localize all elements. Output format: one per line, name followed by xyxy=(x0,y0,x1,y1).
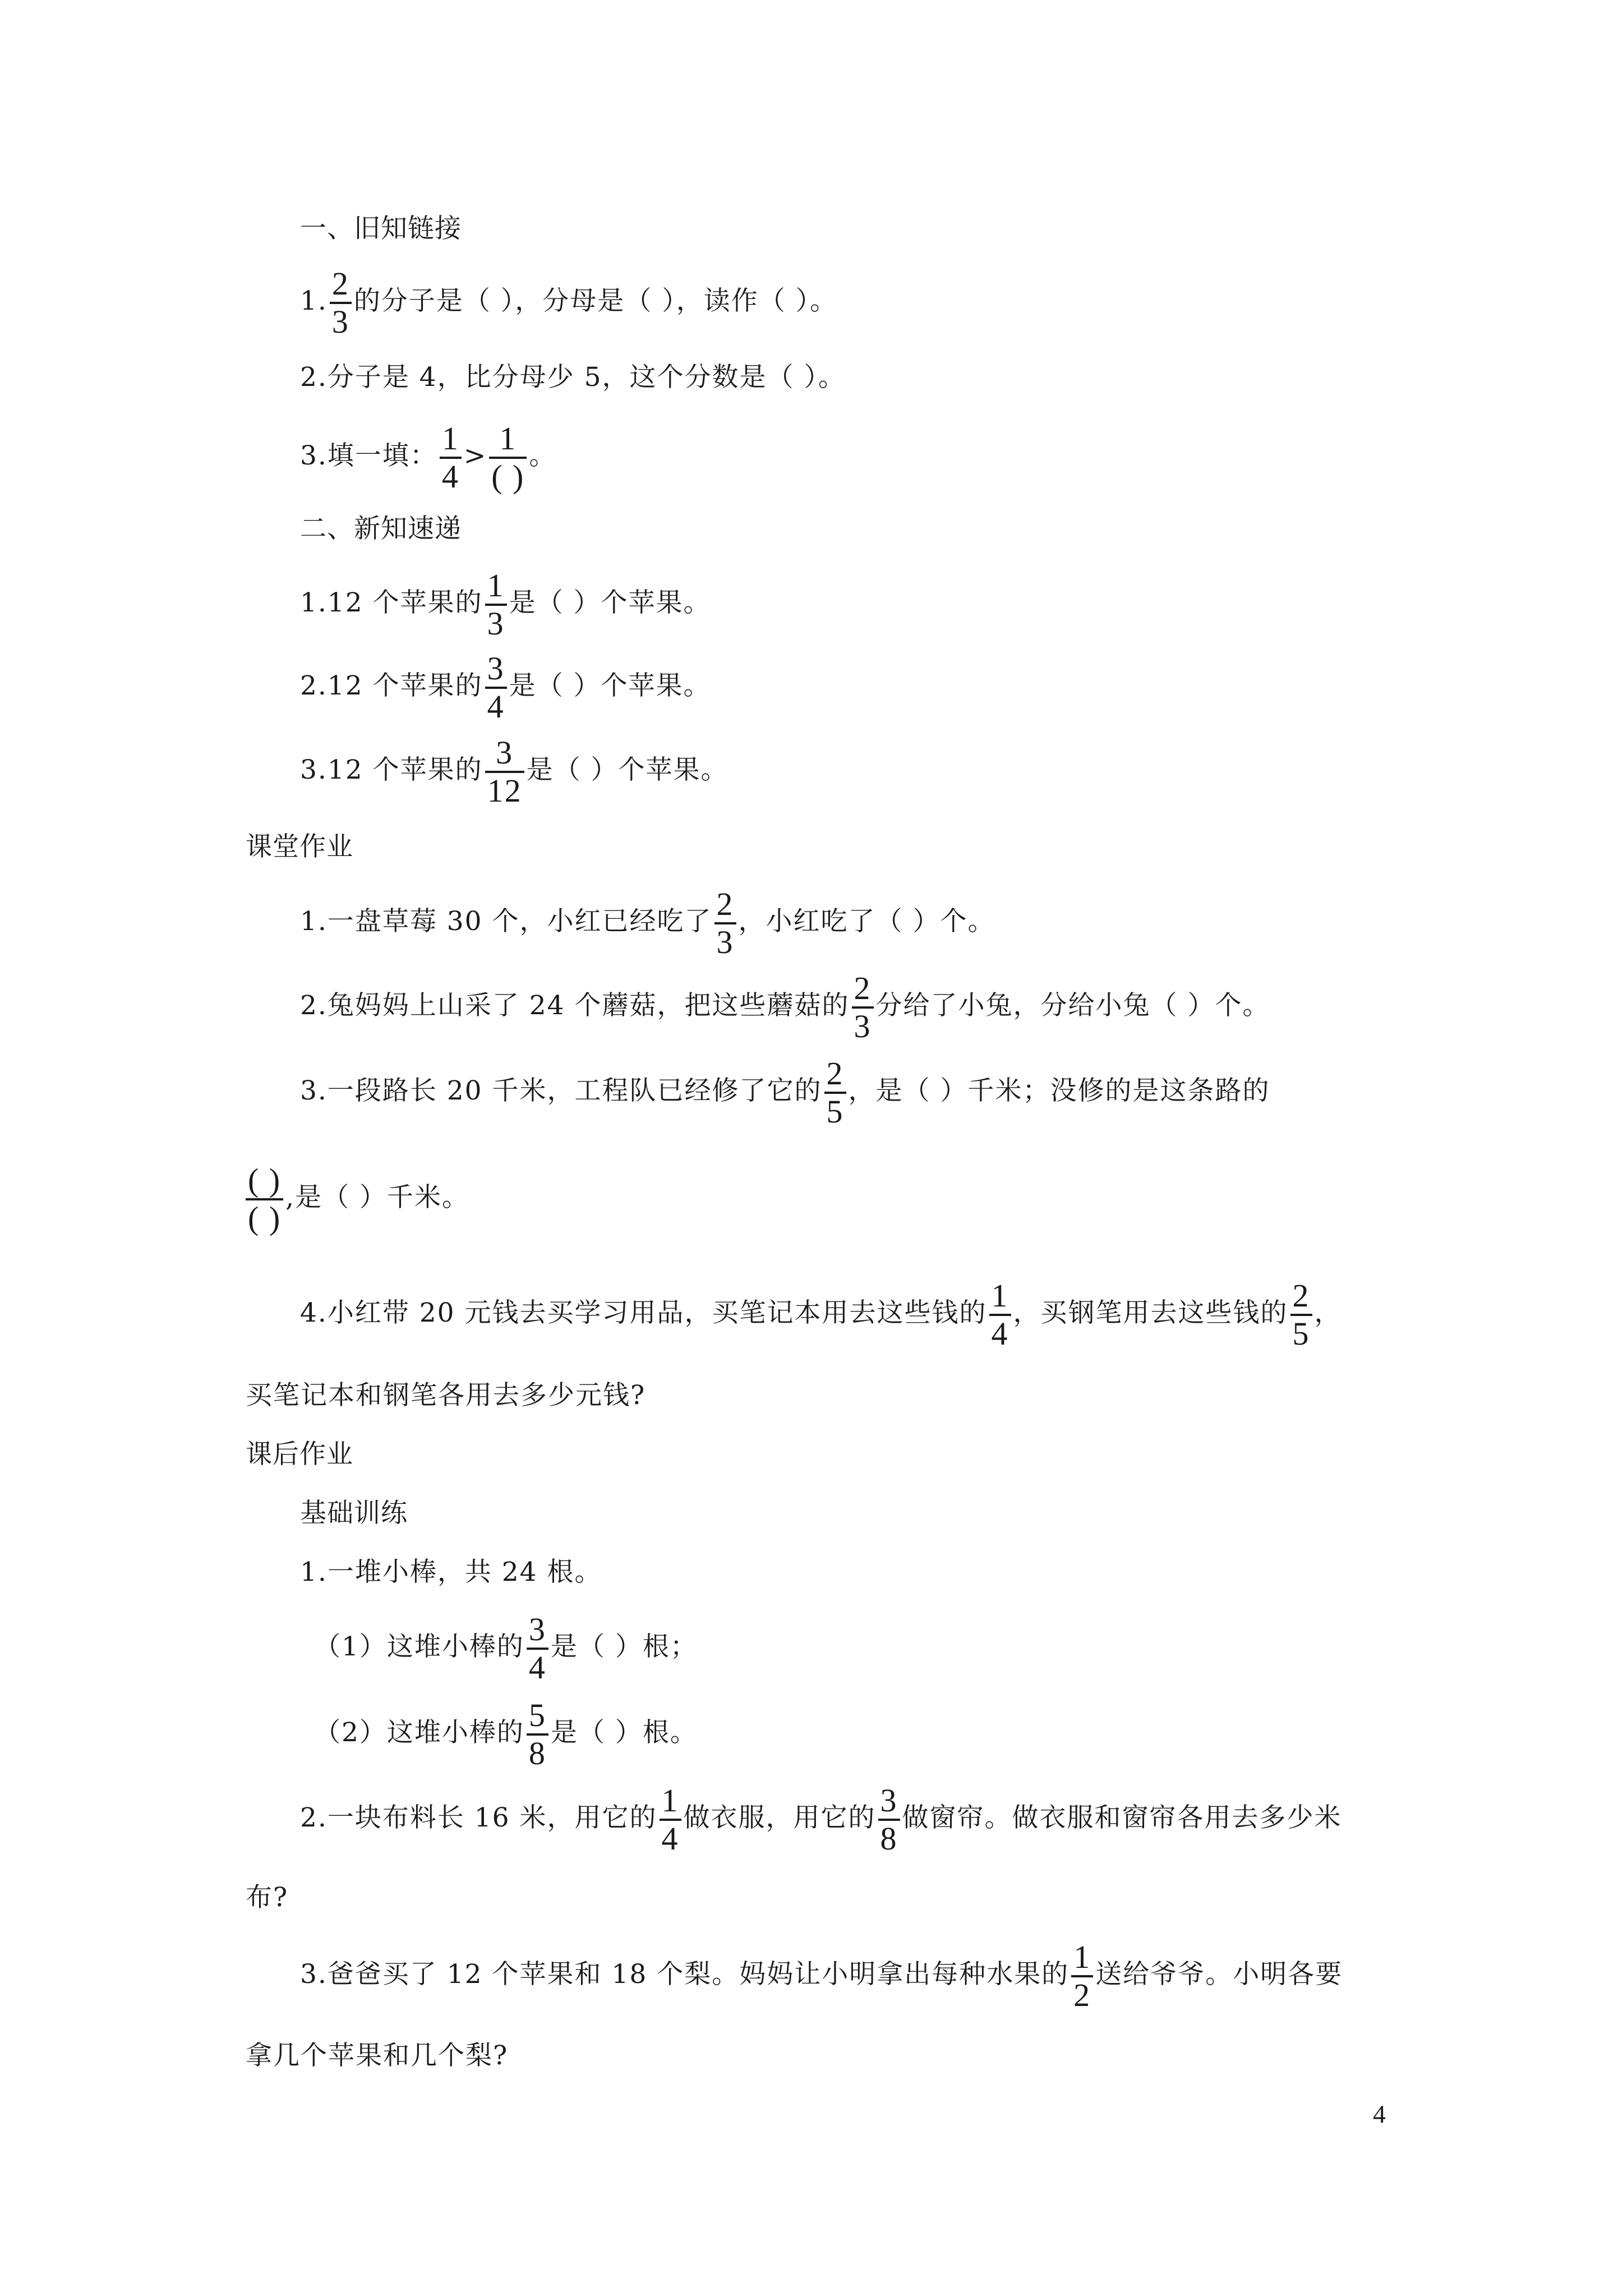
page-number: 4 xyxy=(1373,2100,1386,2128)
fraction: $\frac{3}{12}$ xyxy=(485,735,524,809)
fraction: $\frac{1}{4}$ xyxy=(660,1783,681,1857)
old-q1: 1. $\frac{2}{3}$ 的分子是（ ），分母是（ ），读作（ ）。 xyxy=(300,265,838,340)
homework-q1-part2: （2）这堆小棒的 $\frac{5}{8}$ 是（ ）根。 xyxy=(314,1697,698,1772)
section-heading-homework: 课后作业 xyxy=(246,1439,353,1470)
new-q2: 2.12 个苹果的 $\frac{3}{4}$ 是（ ）个苹果。 xyxy=(300,650,711,725)
fraction: $\frac{2}{5}$ xyxy=(1290,1278,1312,1352)
homework-q3: 3.爸爸买了 12 个苹果和 18 个梨。妈妈让小明拿出每种水果的 $\frac{1}{2}$ 送给爷爷。小明各要 xyxy=(300,1939,1343,2013)
homework-q2: 2.一块布料长 16 米，用它的 $\frac{1}{4}$ 做衣服，用它的 $\frac{3}{8}$ 做窗帘。做衣服和窗帘各用去多少米 xyxy=(300,1782,1342,1857)
section-heading-classwork: 课堂作业 xyxy=(246,831,353,862)
classwork-q3: 3.一段路长 20 千米，工程队已经修了它的 $\frac{2}{5}$ ，是（ ）千米；没修的是这条路的 xyxy=(300,1055,1270,1130)
fraction: $\frac{3}{8}$ xyxy=(878,1783,900,1857)
classwork-q3-continued: ( ) ( ) ,是（ ）千米。 xyxy=(246,1162,469,1236)
fraction: $\frac{2}{3}$ xyxy=(852,970,874,1045)
fraction: $\frac{1}{3}$ xyxy=(485,568,507,642)
fraction: $\frac{2}{3}$ xyxy=(330,266,352,340)
homework-q2-continued: 布? xyxy=(246,1882,289,1913)
fraction: $\frac{1}{2}$ xyxy=(1071,1939,1093,2013)
homework-q3-continued: 拿几个苹果和几个梨? xyxy=(246,2040,509,2071)
new-q1: 1.12 个苹果的 $\frac{1}{3}$ 是（ ）个苹果。 xyxy=(300,567,711,642)
fraction-blank: ( ) ( ) xyxy=(246,1162,283,1236)
fraction: $\frac{2}{5}$ xyxy=(824,1056,846,1130)
section-heading-old-knowledge: 一、旧知链接 xyxy=(300,213,462,244)
fraction: $\frac{5}{8}$ xyxy=(527,1697,548,1772)
old-q3: 3.填一填： $\frac{1}{4}$ > 1 ( ) 。 xyxy=(300,420,557,495)
classwork-q4-continued: 买笔记本和钢笔各用去多少元钱? xyxy=(246,1380,646,1411)
fraction: $\frac{2}{3}$ xyxy=(714,886,736,960)
fraction-blank: 1 ( ) xyxy=(489,421,527,495)
fraction: $\frac{1}{4}$ xyxy=(440,421,462,495)
classwork-q2: 2.兔妈妈上山采了 24 个蘑菇，把这些蘑菇的 $\frac{2}{3}$ 分给了小兔，分给小兔（ ）个。 xyxy=(300,970,1270,1045)
fraction: $\frac{1}{4}$ xyxy=(989,1278,1011,1352)
old-q2: 2.分子是 4，比分母少 5，这个分数是（ ）。 xyxy=(300,362,846,393)
fraction: $\frac{3}{4}$ xyxy=(527,1612,548,1686)
homework-q1: 1.一堆小棒，共 24 根。 xyxy=(300,1557,602,1588)
new-q3: 3.12 个苹果的 $\frac{3}{12}$ 是（ ）个苹果。 xyxy=(300,734,728,809)
classwork-q1: 1.一盘草莓 30 个，小红已经吃了 $\frac{2}{3}$ ，小红吃了（ ）个。 xyxy=(300,886,995,960)
classwork-q4: 4.小红带 20 元钱去买学习用品，买笔记本用去这些钱的 $\frac{1}{4}$ ，买钢笔用去这些钱的 $\frac{2}{5}$ ， xyxy=(300,1277,1342,1352)
subheading-basic-training: 基础训练 xyxy=(300,1498,408,1529)
fraction: $\frac{3}{4}$ xyxy=(485,651,507,725)
homework-q1-part1: （1）这堆小棒的 $\frac{3}{4}$ 是（ ）根； xyxy=(314,1611,698,1686)
section-heading-new-knowledge: 二、新知速递 xyxy=(300,513,462,544)
